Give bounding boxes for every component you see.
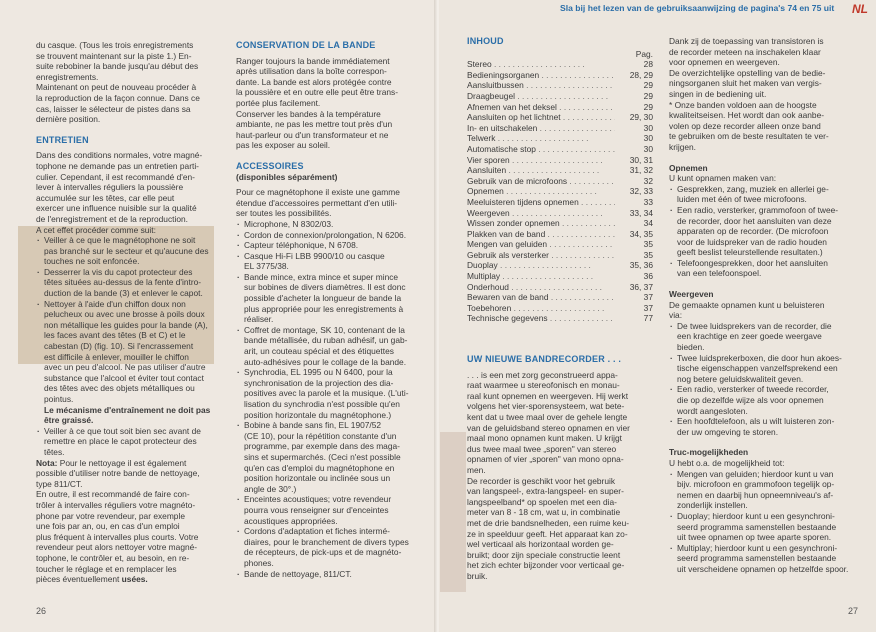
list-item: · Cordon de connexion/prolongation, N 6206. [236,230,422,241]
toc-label: Automatische stop . . . [467,144,615,155]
toc-row [467,144,653,155]
toc-page: 35 [643,249,653,260]
conservation-text: Ranger toujours la bande immédiatement après utilisation dans la boîte correspon- dante. La bande est alors protégée contre la poussière et en outre elle peut être trans- portée plus facilement. Conserver les bandes à la température ambiante, ne pas les mettre tout près d'un haut-parleur ou d'un transformateur et ne pas les exposer au soleil. [236,55,399,151]
truc-heading: Truc-mogelijkheden [669,447,749,458]
accessoires-heading: ACCESSOIRES [236,160,304,171]
weergeven-list [669,321,859,438]
left-column-2 [236,40,422,579]
list-item: · Capteur téléphonique, N 6708. [236,240,422,251]
list-item: · Mengen van geluiden; hierdoor kunt u van bijv. microfoon en grammofoon tegelijk op- nemen en daarbij hun opneemniveau's af- zonderlijk instellen. [669,469,859,511]
page-smudge [440,432,466,592]
list-item: · Veiller à ce que tout soit bien sec avant de remettre en place le capot protecteur des têtes. [36,426,216,458]
recorder-heading: UW NIEUWE BANDRECORDER . . . [467,354,622,365]
toc-row [467,112,653,123]
toc-label: Duoplay . . . [467,260,591,271]
toc-label: Afnemen van het deksel . . . [467,102,615,113]
toc-row [467,165,653,176]
toc-label: Bedieningsorganen . . . [467,70,615,81]
toc-page: 29 [643,80,653,91]
toc-page: 28 [643,59,653,70]
list-item: · Duoplay; hierdoor kunt u een gesynchroni- seerd programma samenstellen bestaande uit twee opnamen op twee aparte sporen. [669,511,859,543]
toc-page: 37 [643,292,653,303]
toc-label: Aansluitbussen . . . [467,80,615,91]
toc-row [467,260,653,271]
toc-row [467,123,653,134]
toc-row [467,271,653,282]
toc-row [467,91,653,102]
toc-page: 35 [643,239,653,250]
list-item: · Multiplay; hierdoor kunt u een gesynchroni- seerd programma samenstellen bestaande uit verscheidene opnamen op hetzelfde spoor. [669,543,859,575]
toc-label: Draagbeugel . . . [467,91,608,102]
truc-intro: U hebt o.a. de mogelijkheid tot: [669,457,785,468]
toc-label: Mengen van geluiden . . . [467,239,615,250]
toc-label: Telwerk . . . [467,133,588,144]
toc-page: 32, 33 [629,186,653,197]
list-item: · Een radio, versterker, grammofoon of twee- de recorder, door het aansluiten van deze apparaten op de recorder. (De microfoon voor de luidspreker van de radio houden geeft beslist teleurstellende resultaten.) [669,205,859,258]
toc-label: Multiplay . . . [467,271,593,282]
entretien-intro: Dans des conditions normales, votre magné- tophone ne demande pas un entretien parti- culier. Cependant, il est recommandé d'en- lever à intervalles réguliers la poussière accumulée sur les têtes, car elle peut exercer une influence nuisible sur la qualité de l'enregistrement et de la reproduction. A cet effet procéder comme suit: [36,150,203,235]
toc-row [467,70,653,81]
toc-page: 30 [643,143,653,154]
nota [36,458,216,490]
toc-row [467,155,653,166]
list-item: · Nettoyer à l'aide d'un chiffon doux non pelucheux ou avec une brosse à poils doux non métallique les guides pour la bande (A), les faces avant des têtes (B et C) et le cabestan (D) (fig. 10). Si l'encrassement est difficile à enlever, mouiller le chiffon avec un peu d'alcool. Ne pas utiliser d'autre substance que l'alcool et éviter tout contact des têtes avec des objets métalliques ou pointus. [36,299,216,405]
toc-page: 34, 35 [629,228,653,239]
toc-page: 34 [643,218,653,229]
list-item: · Bande de nettoyage, 811/CT. [236,569,422,580]
toc-label: In- en uitschakelen . . . [467,123,615,134]
opnemen-intro: U kunt opnamen maken van: [669,173,777,184]
recorder-text: . . . is een met zorg geconstrueerd appa- raat waarmee u stereofonisch en monau- raal kunt opnemen en weergeven. Hij werkt volgens het vier-sporensysteem, wat bete- kent dat u twee maal over de gehele lengte van de geluidsband stereo opnamen en vier maal mono opnamen kunt maken. U krijgt dus twee maal twee „sporen" van stereo opnamen of vier „sporen" van mono opna- men. De recorder is geschikt voor het gebruik van langspeel-, extra-langspeel- en super- langspeelband* op spoelen met een dia- meter van 8 - 18 cm, wat u, in combinatie met de drie bandsnelheden, een ruime keu- ze in speelduur geeft. Het apparaat kan zo- wel verticaal als horizontaal worden ge- bruikt; door zijn speciale constructie leent het zich echter bijzonder voor verticaal ge- bruik. [467,369,630,581]
list-item: · Synchrodia, EL 1995 ou N 6400, pour la synchronisation de la projection des dia- positives avec la parole et la musique. (L'uti- lisation du synchrodia n'est possible qu'en position horizontale du magnétophone.) [236,367,422,420]
toc-label: Gebruik als versterker . . . [467,250,615,261]
toc-row [467,303,653,314]
entretien-list-2 [36,426,216,458]
toc-row [467,186,653,197]
toc-page: 36, 37 [629,281,653,292]
toc-label: Weergeven . . . [467,208,603,219]
list-item: · Veiller à ce que le magnétophone ne soit pas branché sur le secteur et qu'aucune des touches ne soit enfoncée. [36,235,216,267]
toc-label: Vier sporen . . . [467,155,603,166]
table-of-contents [467,59,653,324]
list-item: · Telefoongesprekken, door het aansluiten van een telefoonspoel. [669,258,859,279]
list-item: · Microphone, N 8302/03. [236,219,422,230]
toc-row [467,292,653,303]
page-number-left: 26 [36,606,47,616]
toc-label: Gebruik van de microfoons . . . [467,176,615,187]
toc-row [467,133,653,144]
toc-page: 32 [643,175,653,186]
toc-row [467,208,653,219]
list-item: · Cordons d'adaptation et fiches intermé- diaires, pour le branchement de divers types de récepteurs, de pick-ups et de magnéto- phones. [236,526,422,568]
toc-label: Opnemen . . . [467,186,597,197]
opnemen-heading: Opnemen [669,162,708,173]
toc-label: Meeluisteren tijdens opnemen . . . [467,197,615,208]
list-item: · Enceintes acoustiques; votre revendeur pourra vous renseigner sur d'enceintes acoustiques appropriées. [236,494,422,526]
outro-text: En outre, il est recommandé de faire con- trôler à intervalles réguliers votre magnéto- phone par votre revendeur, par exemple une fois par an, ou, en cas d'un emploi plus fréquent à intervalles plus courts. Votre revendeur peut alors nettoyer votre magné- tophone, le contrôler et, au besoin, en re- toucher le réglage et en remplacer les pièces éventuellement [36,489,199,585]
toc-page: 28, 29 [629,69,653,80]
weergeven-intro: De gemaakte opnamen kunt u beluisteren via: [669,299,825,321]
toc-page: 35, 36 [629,260,653,271]
list-item: · De twee luidsprekers van de recorder, die een krachtige en zeer goede weergave bieden. [669,321,859,353]
left-column-1 [36,40,216,585]
handwritten-language-mark: NL [852,2,868,16]
toc-label: Wissen zonder opnemen . . . [467,218,615,229]
nota-text: Pour le nettoyage il est également possible d'utiliser notre bande de nettoyage, type 811/CT. [36,457,200,489]
toc-label: Aansluiten op het lichtnet . . . [467,112,615,123]
toc-row [467,250,653,261]
right-column-2 [669,36,859,575]
conservation-heading: CONSERVATION DE LA BANDE [236,40,376,50]
list-item: · Desserrer la vis du capot protecteur des têtes situées au-dessus de la fente d'intro- duction de la bande (3) et enlever le capot. [36,267,216,299]
outro-paragraph [36,489,216,584]
toc-page: 29 [643,101,653,112]
toc-label: Stereo . . . [467,59,585,70]
weergeven-heading: Weergeven [669,289,714,300]
list-item: · Twee luidsprekerboxen, die door hun akoes- tische eigenschappen vanzelfsprekend een nog betere geluidskwaliteit geven. [669,353,859,385]
right-column-1 [467,36,653,582]
left-page [0,0,437,632]
toc-label: Aansluiten . . . [467,165,599,176]
toc-page: 37 [643,302,653,313]
truc-list [669,469,859,575]
entretien-heading: ENTRETIEN [36,134,89,145]
list-item: · Coffret de montage, SK 10, contenant de la bande métallisée, du ruban adhésif, un gab- arit, un couteau spécial et des étiquettes auto-adhésives pour le collage de la bande. [236,325,422,367]
toc-page: 30 [643,133,653,144]
intro-paragraph: du casque. (Tous les trois enregistrements se trouvent maintenant sur la piste 1.) En- suite rebobiner la bande jusqu'au début des enregistrements. Maintenant on peut de nouveau procéder à la reproduction de la façon connue. Dans ce cas, laisser le sélecteur de pistes dans sa dernière position. [36,40,200,125]
toc-page: 31, 32 [629,165,653,176]
toc-page: 29 [643,90,653,101]
toc-page: 36 [643,271,653,282]
toc-row [467,218,653,229]
list-item: · Een hoofdtelefoon, als u wilt luisteren zon- der uw omgeving te storen. [669,416,859,437]
toc-row [467,80,653,91]
list-item: · Gesprekken, zang, muziek en allerlei ge- luiden met één of twee microfoons. [669,184,859,205]
toc-row [467,102,653,113]
outro-bold: usées. [121,574,148,585]
toc-row [467,313,653,324]
toc-row [467,239,653,250]
nota-label: Nota: [36,457,58,468]
toc-row [467,59,653,70]
toc-page: 30, 31 [629,154,653,165]
toc-label: Plakken van de band . . . [467,229,615,240]
col4-intro: Dank zij de toepassing van transistoren is de recorder meteen na inschakelen klaar voor opnemen en weergeven. De overzichtelijke opstelling van de bedie- ningsorganen sluit het maken van vergis- singen in de bediening uit. * Onze banden voldoen aan de hoogste kwaliteitseisen. Het wordt dan ook aanbe- volen op deze recorder alleen onze band te gebruiken om de beste resultaten te ver- krijgen. [669,36,829,152]
toc-page: 77 [643,313,653,324]
list-item: · Bobine à bande sans fin, EL 1907/52 (CE 10), pour la répétition constante d'un programme, par exemple dans des maga- sins et supermarchés. (Ceci n'est possible qu'en cas d'emploi du magnétophone en position horizontale ou inclinée sous un angle de 30°.) [236,420,422,494]
page-number-right: 27 [847,606,858,616]
pag-label: Pag. [635,48,653,59]
accessoires-subheading: (disponibles séparément) [236,171,338,182]
toc-row [467,197,653,208]
toc-page: 33 [643,196,653,207]
toc-row [467,176,653,187]
toc-label: Onderhoud . . . [467,282,602,293]
toc-page: 33, 34 [629,207,653,218]
opnemen-list [669,184,859,279]
toc-page: 30 [643,122,653,133]
right-page [439,0,876,632]
toc-row [467,229,653,240]
list-item: · Bande mince, extra mince et super mince sur bobines de divers diamètres. Il est donc possible d'acheter la longueur de bande la plus appropriée pour les enregistrements à réaliser. [236,272,422,325]
mecanisme-warning: Le mécanisme d'entraînement ne doit pas être graissé. [44,404,211,426]
toc-row [467,282,653,293]
inhoud-heading: INHOUD [467,36,504,46]
reading-instruction: Sla bij het lezen van de gebruiksaanwijzing de pagina's 74 en 75 uit [560,3,835,13]
toc-label: Technische gegevens . . . [467,313,615,324]
list-item: · Casque Hi-Fi LBB 9900/10 ou casque EL 3775/38. [236,251,422,272]
toc-page: 29, 30 [629,112,653,123]
toc-label: Bewaren van de band . . . [467,292,615,303]
list-item: · Een radio, versterker of tweede recorder, die op dezelfde wijze als voor opnemen wordt aangesloten. [669,384,859,416]
entretien-list [36,235,216,405]
accessoires-list [236,219,422,579]
toc-label: Toebehoren . . . [467,303,604,314]
accessoires-intro: Pour ce magnétophone il existe une gamme étendue d'accessoires permettant d'en utili- ser toutes les possibilités. [236,187,400,219]
